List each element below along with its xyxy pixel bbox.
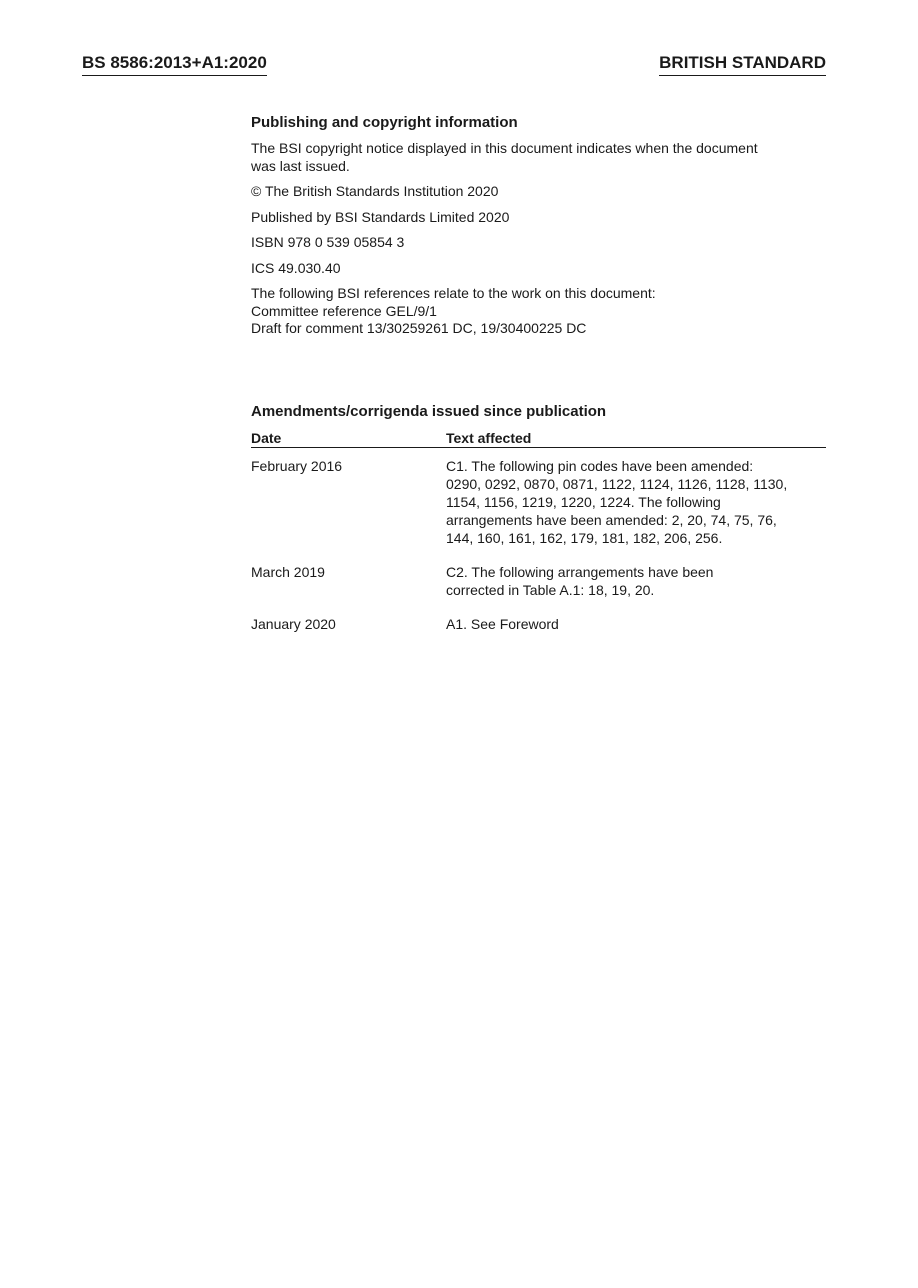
publisher-line: Published by BSI Standards Limited 2020 xyxy=(251,208,510,225)
copyright-notice-line: The BSI copyright notice displayed in this document indicates when the document xyxy=(251,140,758,156)
amendment-text-line: C2. The following arrangements have been xyxy=(446,563,714,580)
copyright-notice-line: was last issued. xyxy=(251,157,350,174)
amendment-text xyxy=(446,447,826,563)
table-header-row xyxy=(251,429,826,448)
standard-type: BRITISH STANDARD xyxy=(659,52,826,76)
amendments-heading: Amendments/corrigenda issued since publication xyxy=(251,402,607,420)
isbn-line: ISBN 978 0 539 05854 3 xyxy=(251,234,405,250)
amendment-text-line: 144, 160, 161, 162, 179, 181, 182, 206, 256. xyxy=(446,529,723,546)
date-column-header: Date xyxy=(251,429,446,448)
amendment-text-line: 1154, 1156, 1219, 1220, 1224. The following xyxy=(446,493,721,510)
table-row xyxy=(251,563,826,615)
amendment-date: January 2020 xyxy=(251,615,336,632)
amendments-section xyxy=(251,402,826,649)
amendment-text-line: C1. The following pin codes have been amended: xyxy=(446,457,754,474)
copyright-notice-paragraph xyxy=(251,140,826,175)
amendments-table xyxy=(251,429,826,649)
ics-line: ICS 49.030.40 xyxy=(251,259,341,276)
references-intro: The following BSI references relate to the work on this document: xyxy=(251,285,656,301)
amendment-text xyxy=(446,615,826,649)
table-row xyxy=(251,447,826,563)
amendment-text-line: arrangements have been amended: 2, 20, 74, 75, 76, xyxy=(446,511,777,528)
amendment-date: February 2016 xyxy=(251,457,343,474)
standard-number: BS 8586:2013+A1:2020 xyxy=(82,52,267,76)
amendment-date: March 2019 xyxy=(251,563,325,580)
draft-for-comment: Draft for comment 13/30259261 DC, 19/30400225 DC xyxy=(251,320,587,336)
copyright-line: © The British Standards Institution 2020 xyxy=(251,183,499,199)
amendment-text-line: A1. See Foreword xyxy=(446,615,559,632)
document-body xyxy=(251,113,826,649)
amendment-text xyxy=(446,563,826,615)
page-header xyxy=(82,52,826,78)
publishing-section xyxy=(251,113,826,338)
amendment-text-line: corrected in Table A.1: 18, 19, 20. xyxy=(446,581,655,598)
committee-reference: Committee reference GEL/9/1 xyxy=(251,302,437,319)
table-row xyxy=(251,615,826,649)
amendment-text-line: 0290, 0292, 0870, 0871, 1122, 1124, 1126, 1128, 1130, xyxy=(446,475,788,492)
publishing-heading: Publishing and copyright information xyxy=(251,114,518,131)
text-affected-column-header: Text affected xyxy=(446,429,826,448)
bsi-references-paragraph xyxy=(251,285,826,338)
